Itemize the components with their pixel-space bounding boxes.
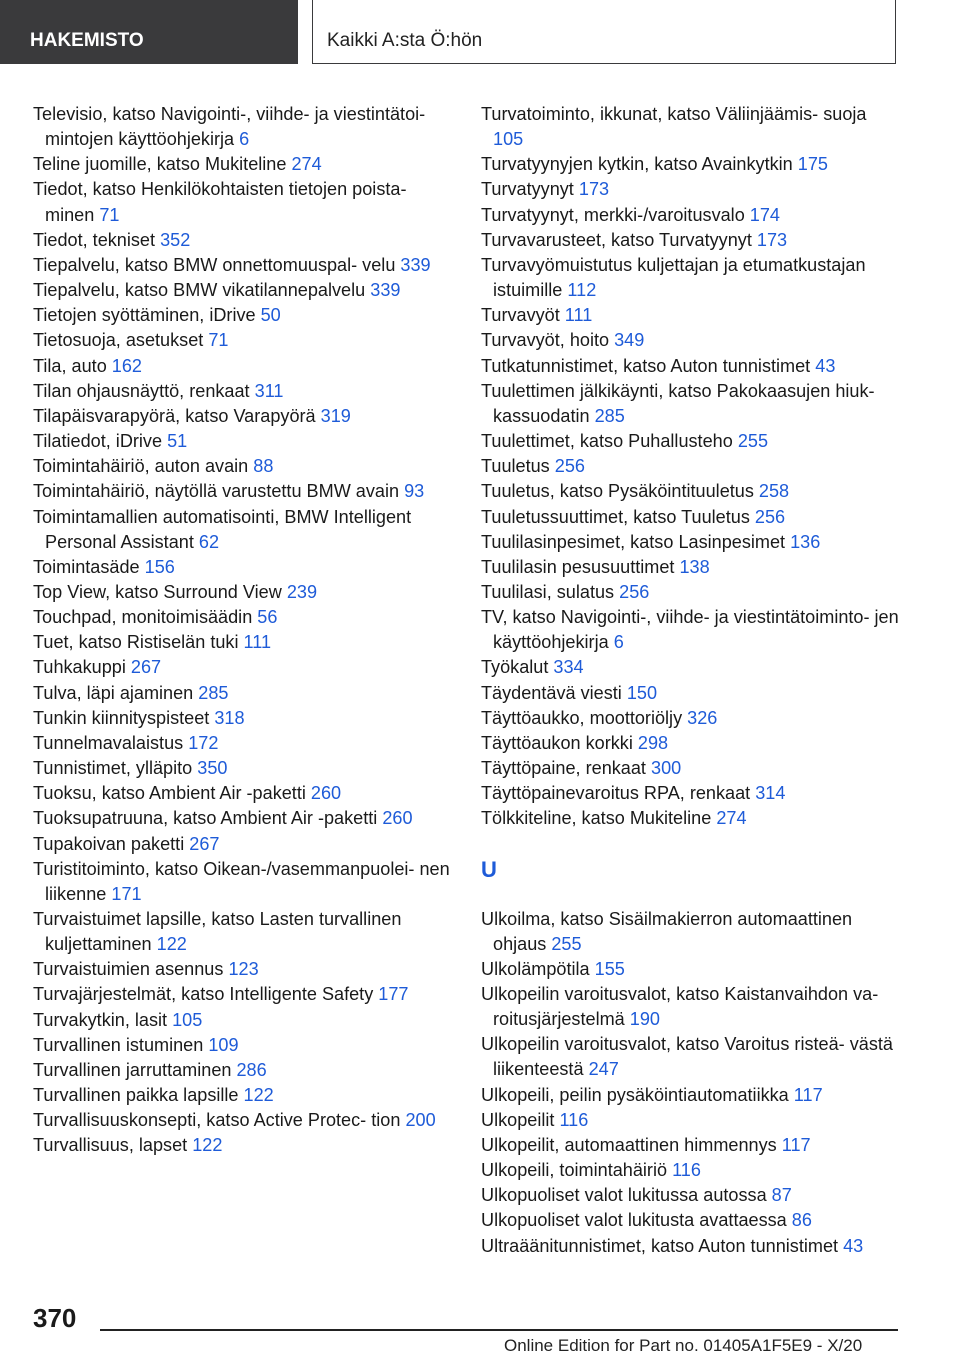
- index-entry-term: Tilan ohjausnäyttö, renkaat: [33, 380, 250, 401]
- index-entry-term: Top View, katso Surround View: [33, 581, 282, 602]
- index-entry-term: Tila, auto: [33, 355, 107, 376]
- index-entry: [33, 580, 453, 605]
- index-entry: [481, 982, 901, 1032]
- index-entry-term: Ulkopeilit, automaattinen himmennys: [481, 1134, 777, 1155]
- index-entry-page-link[interactable]: 71: [99, 204, 120, 225]
- index-entry-page-link[interactable]: 267: [189, 833, 220, 854]
- index-entry-page-link[interactable]: 43: [815, 355, 836, 376]
- index-entry-term: Tölkkiteline, katso Mukiteline: [481, 808, 712, 829]
- index-entry-term: Tiedot, katso Henkilökohtaisten tietojen poista‐ minen: [33, 179, 407, 225]
- index-entry-page-link[interactable]: 174: [749, 204, 780, 225]
- index-entry: [481, 1208, 901, 1233]
- index-entry-term: Turvavyömuistutus kuljettajan ja etumatkustajan istuimille: [481, 254, 866, 301]
- index-entry: [481, 957, 901, 982]
- index-entry-term: Tilatiedot, iDrive: [33, 431, 163, 452]
- index-entry-page-link[interactable]: 162: [111, 355, 142, 376]
- index-entry-page-link[interactable]: 318: [214, 707, 245, 728]
- index-entry: [33, 1108, 453, 1133]
- index-entry-term: Ulkopuoliset valot lukitussa autossa: [481, 1185, 767, 1206]
- index-entry-page-link[interactable]: 122: [192, 1135, 223, 1156]
- index-entry-page-link[interactable]: 136: [790, 531, 821, 552]
- index-entry-page-link[interactable]: 105: [493, 129, 524, 150]
- index-entry: [481, 1234, 901, 1259]
- index-entry-term: Tietosuoja, asetukset: [33, 330, 204, 351]
- index-entry-term: Tiedot, tekniset: [33, 229, 156, 250]
- index-entry-page-link[interactable]: 298: [637, 732, 669, 753]
- index-entry: [33, 781, 453, 806]
- index-entry-page-link[interactable]: 62: [198, 531, 220, 552]
- index-entry-term: Tunkin kiinnityspisteet: [33, 707, 210, 728]
- footer-edition: Online Edition for Part no. 01405A1F5E9 - X/20: [504, 1336, 863, 1355]
- index-entry: [481, 605, 901, 655]
- index-entry-term: Tuoksu, katso Ambient Air -paketti: [33, 783, 306, 804]
- index-entry-page-link[interactable]: 255: [551, 933, 582, 954]
- index-entry-term: Televisio, katso Navigointi-, viihde- ja viestintätoi‐ mintojen käyttöohjekirja: [33, 104, 426, 150]
- index-entry: [481, 1133, 901, 1158]
- index-entry: [481, 152, 901, 177]
- index-entry-term: Turvatyynyt: [481, 179, 574, 200]
- index-entry: [481, 429, 901, 454]
- index-entry: [33, 1033, 453, 1058]
- index-entry-term: Tunnelmavalaistus: [33, 732, 184, 753]
- index-entry-term: TV, katso Navigointi-, viihde- ja viestintätoiminto‐ jen käyttöohjekirja: [481, 607, 899, 653]
- index-entry: [33, 832, 453, 857]
- index-entry: [481, 706, 901, 731]
- index-entry: [481, 102, 901, 152]
- index-entry-term: Tuoksupatruuna, katso Ambient Air -paketti: [33, 808, 378, 829]
- index-entry: [33, 1008, 453, 1033]
- index-entry-page-link[interactable]: 6: [239, 129, 250, 150]
- index-entry-page-link[interactable]: 173: [578, 179, 610, 200]
- index-entry: [481, 303, 901, 328]
- index-entry-term: Turvatoiminto, ikkunat, katso Väliinjäämis‐ suoja: [481, 104, 867, 124]
- index-entry-term: Ulkolämpötila: [481, 958, 590, 979]
- index-entry: [33, 152, 453, 177]
- index-entry-term: Tuulettimet, katso Puhallusteho: [481, 431, 733, 452]
- index-entry-term: Tietojen syöttäminen, iDrive: [33, 305, 256, 326]
- index-entry: [33, 454, 453, 479]
- index-entry: [481, 806, 901, 831]
- index-entry: [481, 555, 901, 580]
- index-entry-page-link[interactable]: 350: [197, 758, 228, 779]
- index-entry-term: Tuulettimen jälkikäynti, katso Pakokaasujen hiuk‐ kassuodatin: [481, 380, 875, 426]
- index-entry-term: Tuulilasi, sulatus: [481, 581, 615, 602]
- index-entry-term: Teline juomille, katso Mukiteline: [33, 154, 287, 175]
- index-entry-page-link[interactable]: 260: [310, 783, 342, 804]
- index-entry-page-link[interactable]: 247: [588, 1059, 619, 1080]
- index-entry-term: Ulkopeilin varoitusvalot, katso Varoitus risteä‐ västä liikenteestä: [481, 1034, 893, 1080]
- index-entry: [481, 1108, 901, 1133]
- index-entry-page-link[interactable]: 51: [167, 431, 188, 452]
- index-entry-page-link[interactable]: 256: [754, 506, 786, 527]
- index-entry-term: Tuulilasinpesimet, katso Lasinpesimet: [481, 531, 786, 552]
- index-entry: [33, 957, 453, 982]
- index-entry-page-link[interactable]: 50: [260, 305, 281, 326]
- index-entry-term: Tiepalvelu, katso BMW onnettomuuspal‐ velu: [33, 254, 396, 275]
- index-entry-page-link[interactable]: 6: [613, 632, 624, 653]
- index-entry: [481, 253, 901, 303]
- index-entry: [481, 177, 901, 202]
- index-entry: [33, 681, 453, 706]
- index-entry-term: Täyttöpainevaroitus RPA, renkaat: [481, 783, 751, 804]
- index-entry-term: Turvavarusteet, katso Turvatyynyt: [481, 229, 752, 250]
- footer-rule: [100, 1329, 898, 1331]
- index-entry-term: Ulkopuoliset valot lukitusta avattaessa: [481, 1210, 787, 1231]
- index-entry-term: Turvavyöt: [481, 305, 560, 326]
- index-entry: [481, 203, 901, 228]
- index-entry-page-link[interactable]: 156: [144, 556, 175, 577]
- index-entry: [33, 605, 453, 630]
- index-entry-term: Ulkopeilin varoitusvalot, katso Kaistanvaihdon va‐ roitusjärjestelmä: [481, 984, 879, 1030]
- index-entry: [33, 1083, 453, 1108]
- index-entry-term: Ultraäänitunnistimet, katso Auton tunnistimet: [481, 1235, 839, 1256]
- index-entry-page-link[interactable]: 173: [756, 229, 788, 250]
- index-entry: [481, 1083, 901, 1108]
- index-entry-term: Tuuletussuuttimet, katso Tuuletus: [481, 506, 750, 527]
- index-entry: [481, 454, 901, 479]
- index-entry-page-link[interactable]: 88: [253, 456, 274, 477]
- index-entry-term: Turvakytkin, lasit: [33, 1009, 168, 1030]
- index-entry-page-link[interactable]: 255: [737, 431, 769, 452]
- index-entry-term: Toimintahäiriö, näytöllä varustettu BMW avain: [33, 481, 400, 502]
- index-entry-term: Täyttöaukon korkki: [481, 732, 633, 753]
- index-entry: [481, 354, 901, 379]
- index-entry-term: Tilapäisvarapyörä, katso Varapyörä: [33, 405, 316, 426]
- index-entry-page-link[interactable]: 258: [758, 481, 790, 502]
- index-entry-page-link[interactable]: 285: [594, 405, 625, 426]
- index-entries-t: [481, 102, 901, 832]
- index-entry-term: Tuuletus: [481, 456, 550, 477]
- index-entry: [481, 228, 901, 253]
- index-entry: [33, 505, 453, 555]
- index-entry: [33, 907, 453, 957]
- index-entry-page-link[interactable]: 138: [679, 556, 710, 577]
- index-entry-page-link[interactable]: 172: [188, 732, 219, 753]
- index-entry-term: Toimintamallien automatisointi, BMW Intelligent Personal Assistant: [33, 506, 412, 552]
- index-entry: [481, 379, 901, 429]
- index-entry: [33, 1058, 453, 1083]
- index-entry-term: Tulva, läpi ajaminen: [33, 682, 194, 703]
- index-entry-page-link[interactable]: 311: [254, 380, 284, 401]
- index-entry-page-link[interactable]: 349: [614, 330, 645, 351]
- index-entry-term: Tuuletus, katso Pysäköintituuletus: [481, 481, 754, 502]
- index-entry: [33, 806, 453, 831]
- index-entry-term: Tuet, katso Ristiselän tuki: [33, 632, 239, 653]
- index-entry-term: Täyttöaukko, moottoriöljy: [481, 707, 683, 728]
- index-entry-page-link[interactable]: 117: [793, 1084, 823, 1105]
- index-entry-page-link[interactable]: 274: [716, 808, 747, 829]
- index-entry-term: Turvallisuus, lapset: [33, 1135, 188, 1156]
- index-column-right: [481, 102, 901, 1259]
- index-entry-page-link[interactable]: 274: [291, 154, 322, 175]
- index-entry: [481, 1183, 901, 1208]
- index-entry: [33, 278, 453, 303]
- index-entry-page-link[interactable]: 267: [130, 657, 162, 678]
- index-entry-term: Turistitoiminto, katso Oikean-/vasemmanpuolei‐ nen liikenne: [33, 858, 450, 904]
- index-entry-page-link[interactable]: 256: [554, 456, 585, 477]
- section-title: Kaikki A:sta Ö:hön: [312, 0, 896, 64]
- index-entry-term: Ulkopeilit: [481, 1109, 555, 1130]
- index-entry-page-link[interactable]: 256: [619, 581, 650, 602]
- index-entry: [33, 429, 453, 454]
- index-entry-page-link[interactable]: 116: [559, 1109, 589, 1130]
- index-entry-term: Täydentävä viesti: [481, 682, 622, 703]
- index-entry-page-link[interactable]: 286: [236, 1059, 267, 1080]
- index-entry: [481, 781, 901, 806]
- index-entry-page-link[interactable]: 111: [243, 632, 272, 653]
- index-entry-page-link[interactable]: 339: [370, 280, 401, 301]
- index-entry-page-link[interactable]: 112: [567, 280, 597, 301]
- index-entry-term: Ulkoilma, katso Sisäilmakierron automaattinen ohjaus: [481, 908, 853, 954]
- index-entry-page-link[interactable]: 326: [687, 707, 718, 728]
- index-entry: [33, 177, 453, 227]
- index-entry-page-link[interactable]: 109: [208, 1034, 239, 1055]
- index-entry-term: Turvaistuimien asennus: [33, 959, 224, 980]
- index-entry: [481, 731, 901, 756]
- index-entry-term: Turvatyynyt, merkki-/varoitusvalo: [481, 204, 745, 225]
- index-entry: [33, 1133, 453, 1158]
- index-entry-term: Toimintasäde: [33, 556, 140, 577]
- index-entry-page-link[interactable]: 56: [257, 607, 278, 628]
- index-entry-term: Tiepalvelu, katso BMW vikatilannepalvelu: [33, 280, 366, 301]
- index-entry-page-link[interactable]: 122: [156, 934, 187, 955]
- index-entry: [33, 555, 453, 580]
- index-entry-page-link[interactable]: 239: [286, 581, 318, 602]
- index-entry-term: Tunnistimet, ylläpito: [33, 758, 193, 779]
- index-entry: [33, 228, 453, 253]
- index-entry-page-link[interactable]: 71: [208, 330, 229, 351]
- index-entry-page-link[interactable]: 43: [843, 1235, 864, 1256]
- index-entry: [33, 479, 453, 504]
- index-entry-term: Touchpad, monitoimisäädin: [33, 607, 253, 628]
- index-entry: [481, 580, 901, 605]
- index-entry: [33, 102, 453, 152]
- index-entry-page-link[interactable]: 200: [405, 1110, 436, 1131]
- index-entry: [481, 530, 901, 555]
- index-entry-page-link[interactable]: 150: [626, 682, 658, 703]
- index-column-left: [33, 102, 453, 1159]
- index-entry: [33, 731, 453, 756]
- index-entry: [481, 756, 901, 781]
- index-entry-page-link[interactable]: 93: [404, 481, 425, 502]
- index-entry: [481, 479, 901, 504]
- index-entry: [481, 328, 901, 353]
- index-entry-page-link[interactable]: 300: [651, 758, 682, 779]
- section-tab: HAKEMISTO: [0, 0, 298, 64]
- index-entry: [33, 404, 453, 429]
- index-entry-page-link[interactable]: 260: [382, 808, 413, 829]
- index-entry: [33, 655, 453, 680]
- index-entry: [33, 630, 453, 655]
- index-entry-page-link[interactable]: 177: [378, 984, 409, 1005]
- index-entry: [481, 681, 901, 706]
- index-entry-page-link[interactable]: 105: [172, 1009, 203, 1030]
- page-number: 370: [33, 1303, 77, 1333]
- index-entry: [481, 1032, 901, 1082]
- index-entries-u: [481, 907, 901, 1259]
- index-entry-page-link[interactable]: 319: [320, 405, 351, 426]
- index-entry-page-link[interactable]: 352: [160, 229, 191, 250]
- index-entry-term: Toimintahäiriö, auton avain: [33, 456, 249, 477]
- index-entry: [33, 857, 453, 907]
- index-entry-term: Turvatyynyjen kytkin, katso Avainkytkin: [481, 154, 793, 175]
- index-entry-term: Turvavyöt, hoito: [481, 330, 610, 351]
- index-entry-page-link[interactable]: 86: [791, 1210, 812, 1231]
- index-entry: [481, 655, 901, 680]
- index-entry-page-link[interactable]: 122: [243, 1085, 274, 1106]
- index-entry: [33, 354, 453, 379]
- index-entry-page-link[interactable]: 123: [228, 959, 259, 980]
- index-entry-term: Turvajärjestelmät, katso Intelligente Safety: [33, 984, 374, 1005]
- index-entry-page-link[interactable]: 285: [198, 682, 229, 703]
- index-entry: [481, 907, 901, 957]
- index-entry-page-link[interactable]: 334: [553, 657, 584, 678]
- index-entry: [33, 379, 453, 404]
- index-entry-page-link[interactable]: 111: [564, 305, 593, 326]
- index-entry-term: Työkalut: [481, 657, 549, 678]
- index-entry-term: Turvallinen jarruttaminen: [33, 1059, 232, 1080]
- index-entry: [33, 253, 453, 278]
- index-entry-term: Tupakoivan paketti: [33, 833, 185, 854]
- index-entry: [481, 505, 901, 530]
- index-entry-term: Tuulilasin pesusuuttimet: [481, 556, 675, 577]
- index-entry-page-link[interactable]: 87: [771, 1185, 792, 1206]
- index-entry-page-link[interactable]: 190: [629, 1009, 660, 1030]
- index-entry-term: Ulkopeili, toimintahäiriö: [481, 1160, 668, 1181]
- index-entry-page-link[interactable]: 116: [672, 1160, 701, 1181]
- index-entry-page-link[interactable]: 117: [781, 1134, 811, 1155]
- index-entry: [33, 982, 453, 1007]
- index-entry-term: Tuhkakuppi: [33, 657, 126, 678]
- index-entry: [481, 1158, 901, 1183]
- index-entry-page-link[interactable]: 175: [797, 154, 828, 175]
- index-entry: [33, 303, 453, 328]
- index-entry-term: Ulkopeili, peilin pysäköintiautomatiikka: [481, 1084, 789, 1105]
- index-entry-page-link[interactable]: 314: [755, 783, 786, 804]
- index-entry-page-link[interactable]: 171: [111, 883, 142, 904]
- index-entry-page-link[interactable]: 339: [400, 254, 431, 275]
- index-entry-term: Turvallisuuskonsepti, katso Active Protec‐ tion: [33, 1110, 401, 1131]
- index-entry: [33, 328, 453, 353]
- index-entry-term: Tutkatunnistimet, katso Auton tunnistimet: [481, 355, 811, 376]
- index-entry-term: Täyttöpaine, renkaat: [481, 758, 646, 779]
- index-entry: [33, 706, 453, 731]
- index-entry-page-link[interactable]: 155: [594, 958, 625, 979]
- index-entry-term: Turvallinen istuminen: [33, 1034, 204, 1055]
- index-entry: [33, 756, 453, 781]
- index-entry-term: Turvaistuimet lapsille, katso Lasten turvallinen kuljettaminen: [33, 909, 402, 955]
- index-entry-term: Turvallinen paikka lapsille: [33, 1085, 239, 1106]
- index-letter-heading: U: [481, 856, 497, 882]
